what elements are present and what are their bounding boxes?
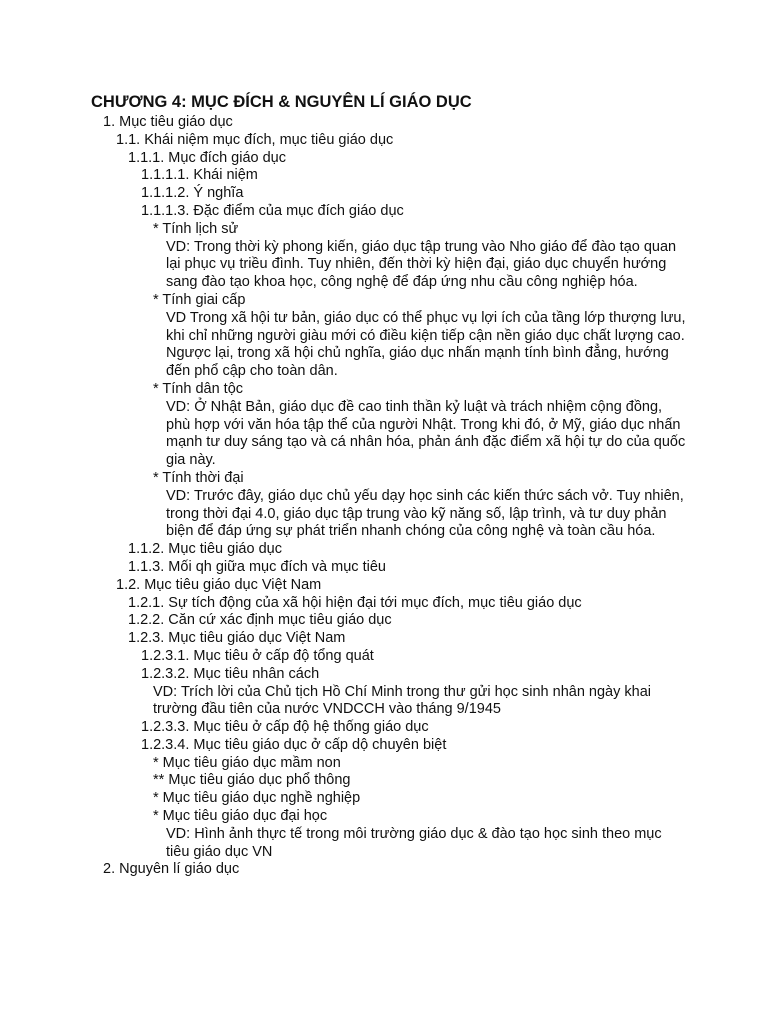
outline-item: 1.1.1.2. Ý nghĩa [141, 185, 244, 202]
outline-item: * Tính giai cấp [153, 291, 246, 308]
outline-item: * Mục tiêu giáo dục đại học [153, 808, 328, 825]
outline-item: 1.2.1. Sự tích động của xã hội hiện đại tới mục đích, mục tiêu giáo dục [128, 594, 582, 611]
outline-item: 1.2.3.1. Mục tiêu ở cấp độ tổng quát [141, 647, 374, 664]
outline-item: 2. Nguyên lí giáo dục [103, 861, 240, 878]
example-paragraph: VD: Trước đây, giáo dục chủ yếu dạy học sinh các kiến thức sách vở. Tuy nhiên, trong thời đại 4.0, giáo dục tập trung vào kỹ năng số, lập trình, và tư duy phản biện để đáp ứng sự phát triển nhanh chóng của công nghệ và toàn cầu hóa. [166, 487, 684, 540]
outline-item: * Tính lịch sử [153, 220, 239, 237]
outline-item: 1.1. Khái niệm mục đích, mục tiêu giáo dục [116, 131, 394, 148]
outline-item: ** Mục tiêu giáo dục phổ thông [153, 772, 351, 789]
outline-item: 1.2.2. Căn cứ xác định mục tiêu giáo dục [128, 612, 392, 629]
outline-item: 1.1.2. Mục tiêu giáo dục [128, 541, 282, 558]
outline-item: 1.1.3. Mối qh giữa mục đích và mục tiêu [128, 558, 386, 575]
outline-item: * Tính thời đại [153, 469, 244, 486]
outline-item: 1.1.1. Mục đích giáo dục [128, 149, 286, 166]
outline-item: 1.2.3.4. Mục tiêu giáo dục ở cấp dộ chuyên biệt [141, 736, 447, 753]
outline-item: * Tính dân tộc [153, 380, 244, 397]
outline-item: 1.2. Mục tiêu giáo dục Việt Nam [116, 576, 322, 593]
outline-item: 1.2.3.3. Mục tiêu ở cấp độ hệ thống giáo dục [141, 719, 429, 736]
example-paragraph: VD: Trong thời kỳ phong kiến, giáo dục tập trung vào Nho giáo để đào tạo quan lại phục vụ triều đình. Tuy nhiên, đến thời kỳ hiện đại, giáo dục chuyển hướng sang đào tạo khoa học, công nghệ để đáp ứng nhu cầu công nghiệp hóa. [166, 238, 677, 291]
example-paragraph: VD Trong xã hội tư bản, giáo dục có thể phục vụ lợi ích của tầng lớp thượng lưu, khi chỉ những người giàu mới có điều kiện tiếp cận nền giáo dục chất lượng cao. Ngược lại, trong xã hội chủ nghĩa, giáo dục nhấn mạnh tính bình đẳng, hướng đến phổ cập cho toàn dân. [166, 309, 686, 380]
outline-item: * Mục tiêu giáo dục nghề nghiệp [153, 790, 361, 807]
outline-body [0, 114, 768, 879]
example-paragraph: VD: Ở Nhật Bản, giáo dục đề cao tinh thần kỷ luật và trách nhiệm cộng đồng, phù hợp với văn hóa tập thể của người Nhật. Trong khi đó, ở Mỹ, giáo dục nhấn mạnh tư duy sáng tạo và cá nhân hóa, phản ánh đặc điểm xã hội tự do của quốc gia này. [166, 398, 686, 469]
example-paragraph: VD: Hình ảnh thực tế trong môi trường giáo dục & đào tạo học sinh theo mục tiêu giáo dục VN [166, 825, 662, 860]
outline-item: * Mục tiêu giáo dục mầm non [153, 754, 341, 771]
outline-item: 1.1.1.1. Khái niệm [141, 167, 258, 184]
outline-item: 1.1.1.3. Đặc điểm của mục đích giáo dục [141, 202, 404, 219]
outline-item: 1.2.3. Mục tiêu giáo dục Việt Nam [128, 630, 346, 647]
chapter-title: CHƯƠNG 4: MỤC ĐÍCH & NGUYÊN LÍ GIÁO DỤC [91, 93, 472, 111]
example-paragraph: VD: Trích lời của Chủ tịch Hồ Chí Minh trong thư gửi học sinh nhân ngày khai trường đầu tiên của nước VNDCCH vào tháng 9/1945 [153, 683, 651, 718]
outline-item: 1. Mục tiêu giáo dục [103, 114, 233, 130]
outline-item: 1.2.3.2. Mục tiêu nhân cách [141, 665, 320, 682]
